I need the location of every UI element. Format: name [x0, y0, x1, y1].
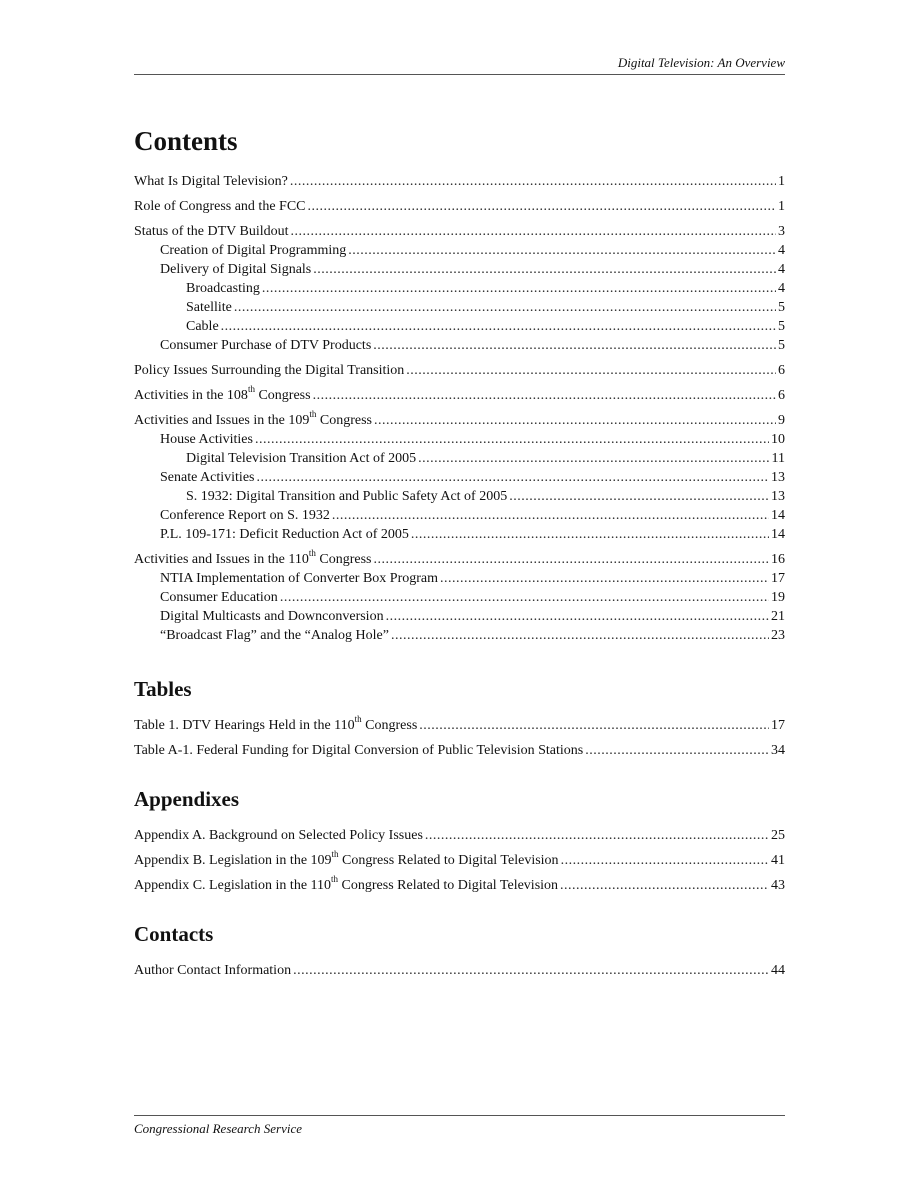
toc-entry-text: Consumer Education — [160, 590, 278, 605]
toc-page-number: 34 — [771, 743, 785, 758]
toc-entry-title — [134, 361, 404, 380]
ordinal-suffix: th — [331, 874, 339, 885]
toc-entry[interactable] — [134, 197, 785, 216]
toc-page-number: 5 — [778, 300, 785, 315]
toc-entry-title — [160, 468, 254, 487]
running-footer: Congressional Research Service — [134, 1115, 785, 1137]
toc-entry[interactable] — [134, 411, 785, 430]
toc-entry[interactable] — [134, 569, 785, 588]
toc-entry[interactable] — [134, 851, 785, 870]
dot-leader — [262, 279, 776, 298]
dot-leader — [419, 716, 769, 735]
toc-entry[interactable] — [134, 449, 785, 468]
toc-entry[interactable] — [134, 241, 785, 260]
toc-entry[interactable] — [134, 876, 785, 895]
toc-entry-text: Activities in the 108 — [134, 388, 248, 403]
toc-entry[interactable] — [134, 172, 785, 191]
toc-entry-title — [134, 411, 372, 430]
toc-entry-title — [134, 851, 559, 870]
toc-page-number: 11 — [771, 451, 785, 466]
toc-page-number: 17 — [771, 718, 785, 733]
dot-leader — [440, 569, 769, 588]
contents-section — [134, 124, 785, 645]
toc-entry-title — [186, 317, 219, 336]
dot-leader — [234, 298, 776, 317]
ordinal-suffix: th — [354, 714, 362, 725]
toc-entry-text: Appendix A. Background on Selected Policy Issues — [134, 828, 423, 843]
toc-entry-text: Digital Television Transition Act of 2005 — [186, 451, 417, 466]
dot-leader — [374, 411, 776, 430]
toc-entry-text: P.L. 109-171: Deficit Reduction Act of 2005 — [160, 527, 409, 542]
ordinal-suffix: th — [309, 409, 317, 420]
dot-leader — [290, 172, 776, 191]
toc-entry[interactable] — [134, 826, 785, 845]
toc-entry-title — [134, 197, 306, 216]
ordinal-suffix: th — [308, 548, 316, 559]
toc-entry[interactable] — [134, 430, 785, 449]
toc-page-number: 13 — [771, 489, 785, 504]
dot-leader — [373, 550, 769, 569]
dot-leader — [373, 336, 776, 355]
toc-entry-title — [134, 172, 288, 191]
toc-page-number: 4 — [778, 262, 785, 277]
toc-entry[interactable] — [134, 468, 785, 487]
dot-leader — [332, 506, 769, 525]
ordinal-suffix: th — [331, 849, 339, 860]
toc-entry-title — [134, 961, 291, 980]
toc-entry-title — [134, 716, 417, 735]
toc-entry-title — [160, 336, 371, 355]
toc-entry-text-continued: Congress — [254, 388, 311, 403]
toc-entry[interactable] — [134, 298, 785, 317]
toc-entry-title — [186, 279, 260, 298]
toc-entry-text: Senate Activities — [160, 470, 255, 485]
dot-leader — [411, 525, 769, 544]
toc-entry-text: Appendix B. Legislation in the 109 — [134, 853, 332, 868]
toc-entry[interactable] — [134, 550, 785, 569]
toc-page-number: 5 — [778, 319, 785, 334]
toc-entry-text: House Activities — [160, 432, 253, 447]
dot-leader — [348, 241, 776, 260]
toc-entry[interactable] — [134, 487, 785, 506]
toc-page-number: 10 — [771, 432, 785, 447]
toc-entry-text: Digital Multicasts and Downconversion — [160, 609, 384, 624]
toc-page-number: 3 — [778, 224, 785, 239]
toc-page-number: 21 — [771, 609, 785, 624]
toc-page-number: 41 — [771, 853, 785, 868]
toc-entry-text: Conference Report on S. 1932 — [160, 508, 330, 523]
toc-entry-text: S. 1932: Digital Transition and Public Safety Act of 2005 — [186, 489, 508, 504]
toc-entry-text: Appendix C. Legislation in the 110 — [134, 878, 332, 893]
dot-leader — [406, 361, 776, 380]
toc-page-number: 6 — [778, 388, 785, 403]
toc-page-number: 23 — [771, 628, 785, 643]
toc-entry-title — [160, 626, 389, 645]
toc-entry-text-continued: Congress Related to Digital Television — [338, 878, 559, 893]
toc-entry-title — [186, 487, 507, 506]
toc-page-number: 1 — [778, 174, 785, 189]
toc-entry[interactable] — [134, 626, 785, 645]
toc-entry-text-continued: Congress — [361, 718, 418, 733]
dot-leader — [425, 826, 769, 845]
toc-entry-text: Status of the DTV Buildout — [134, 224, 289, 239]
toc-entry-title — [160, 430, 253, 449]
dot-leader — [313, 260, 776, 279]
toc-entry-text: Role of Congress and the FCC — [134, 199, 306, 214]
dot-leader — [221, 317, 776, 336]
toc-page-number: 16 — [771, 552, 785, 567]
toc-entry-title — [134, 222, 289, 241]
toc-entry-text: Consumer Purchase of DTV Products — [160, 338, 372, 353]
dot-leader — [280, 588, 769, 607]
toc-entry-text: Satellite — [186, 300, 232, 315]
toc-entry-title — [186, 298, 232, 317]
toc-page-number: 25 — [771, 828, 785, 843]
toc-entry[interactable] — [134, 588, 785, 607]
contacts-heading: Contacts — [134, 922, 214, 946]
toc-entry-title — [160, 506, 330, 525]
toc-entry-text: What Is Digital Television? — [134, 174, 288, 189]
toc-entry[interactable] — [134, 607, 785, 626]
toc-entry-text: Delivery of Digital Signals — [160, 262, 312, 277]
toc-page-number: 4 — [778, 243, 785, 258]
dot-leader — [585, 741, 769, 760]
toc-page-number: 5 — [778, 338, 785, 353]
toc-entry-title — [160, 607, 384, 626]
toc-entry-text: Creation of Digital Programming — [160, 243, 347, 258]
toc-entry-text-continued: Congress Related to Digital Television — [338, 853, 559, 868]
toc-entry-text: Table A-1. Federal Funding for Digital Conversion of Public Television Stations — [134, 743, 584, 758]
toc-entry-text: Activities and Issues in the 109 — [134, 413, 310, 428]
toc-entry-text-continued: Congress — [315, 552, 372, 567]
toc-entry[interactable] — [134, 525, 785, 544]
toc-entry-text: Policy Issues Surrounding the Digital Transition — [134, 363, 405, 378]
toc-entry[interactable] — [134, 279, 785, 298]
tables-section — [134, 676, 785, 760]
toc-entry-title — [134, 741, 583, 760]
dot-leader — [308, 197, 777, 216]
toc-content — [134, 124, 785, 980]
toc-entry-text: NTIA Implementation of Converter Box Program — [160, 571, 438, 586]
toc-page-number: 13 — [771, 470, 785, 485]
toc-entry-text: “Broadcast Flag” and the “Analog Hole” — [160, 628, 389, 643]
toc-entry[interactable] — [134, 961, 785, 980]
toc-entry[interactable] — [134, 506, 785, 525]
toc-page-number: 4 — [778, 281, 785, 296]
toc-entry-title — [186, 449, 416, 468]
appendixes-section — [134, 786, 785, 895]
toc-entry[interactable] — [134, 741, 785, 760]
toc-entry-text-continued: Congress — [316, 413, 373, 428]
toc-entry[interactable] — [134, 317, 785, 336]
toc-entry-text: Author Contact Information — [134, 963, 292, 978]
toc-entry-title — [134, 876, 558, 895]
dot-leader — [313, 386, 776, 405]
running-header: Digital Television: An Overview — [134, 55, 785, 75]
toc-entry-title — [134, 826, 423, 845]
contents-heading: Contents — [134, 126, 238, 156]
toc-entry[interactable] — [134, 386, 785, 405]
toc-entry-title — [134, 550, 371, 569]
toc-page-number: 17 — [771, 571, 785, 586]
toc-page-number: 19 — [771, 590, 785, 605]
contacts-list — [134, 961, 785, 980]
dot-leader — [293, 961, 769, 980]
toc-entry-title — [160, 260, 311, 279]
ordinal-suffix: th — [247, 384, 255, 395]
toc-entry-text: Broadcasting — [186, 281, 260, 296]
dot-leader — [418, 449, 769, 468]
tables-heading: Tables — [134, 677, 192, 701]
toc-page-number: 43 — [771, 878, 785, 893]
toc-page-number: 44 — [771, 963, 785, 978]
dot-leader — [509, 487, 769, 506]
toc-entry-title — [160, 569, 438, 588]
dot-leader — [561, 851, 769, 870]
dot-leader — [391, 626, 769, 645]
toc-page-number: 9 — [778, 413, 785, 428]
dot-leader — [255, 430, 769, 449]
toc-page-number: 14 — [771, 508, 785, 523]
toc-entry[interactable] — [134, 260, 785, 279]
toc-entry-text: Table 1. DTV Hearings Held in the 110 — [134, 718, 355, 733]
toc-entry[interactable] — [134, 222, 785, 241]
contacts-section — [134, 921, 785, 980]
appendixes-list — [134, 826, 785, 895]
toc-entry-title — [160, 241, 346, 260]
toc-entry-text: Cable — [186, 319, 219, 334]
toc-entry[interactable] — [134, 716, 785, 735]
toc-entry[interactable] — [134, 336, 785, 355]
toc-page-number: 1 — [778, 199, 785, 214]
toc-entry-title — [160, 588, 278, 607]
toc-entry-title — [134, 386, 311, 405]
dot-leader — [560, 876, 769, 895]
toc-page-number: 6 — [778, 363, 785, 378]
contents-list — [134, 172, 785, 645]
tables-list — [134, 716, 785, 760]
toc-page-number: 14 — [771, 527, 785, 542]
dot-leader — [291, 222, 776, 241]
dot-leader — [256, 468, 769, 487]
toc-entry-title — [160, 525, 409, 544]
toc-entry-text: Activities and Issues in the 110 — [134, 552, 309, 567]
appendixes-heading: Appendixes — [134, 787, 240, 811]
toc-entry[interactable] — [134, 361, 785, 380]
dot-leader — [386, 607, 769, 626]
